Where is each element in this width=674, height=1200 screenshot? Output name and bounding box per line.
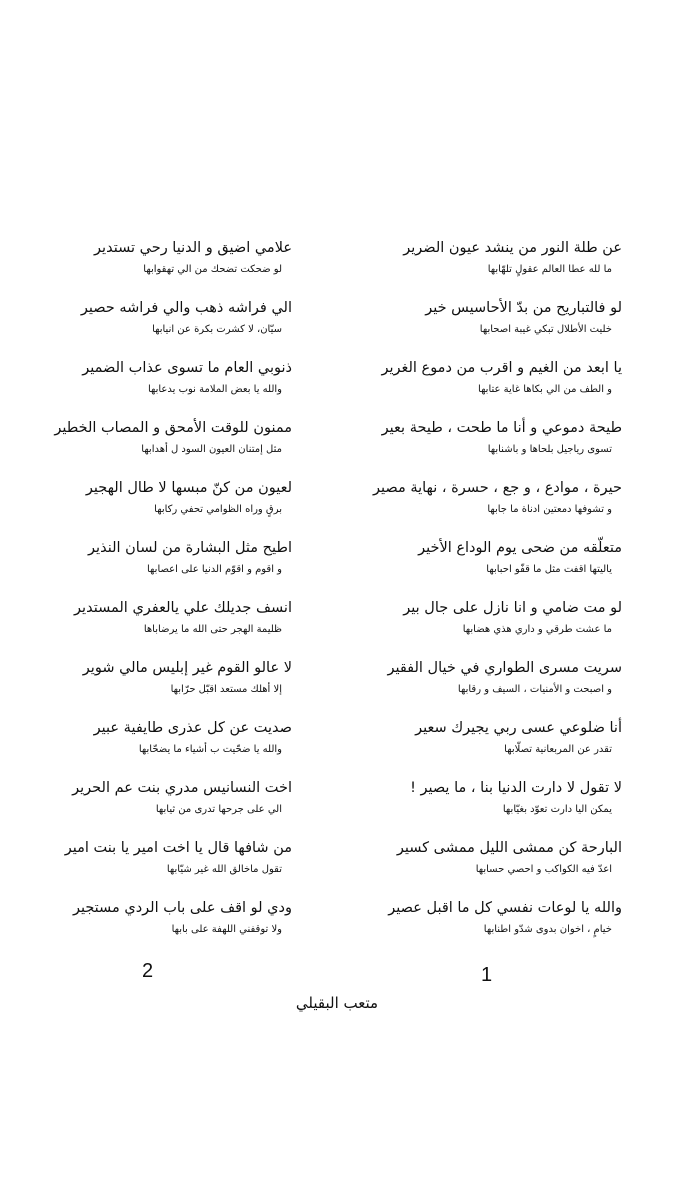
- verse-line: والله يا لوعات نفسي كل ما اقبل عصير: [388, 900, 622, 916]
- stanza: [30, 598, 292, 646]
- verse-line: و اقوم و اقوّم الدنيا على اعصابها: [147, 564, 282, 575]
- verse-line: لو مت ضامي و انا نازل على جال بير: [403, 600, 622, 616]
- verse-line: لا تقول لا دارت الدنيا بنا ، ما يصير !: [410, 780, 622, 796]
- verse-line: اعدّ فيه الكواكب و احصي حسابها: [475, 864, 612, 875]
- verse-line: يا ابعد من الغيم و اقرب من دموع الغرير: [381, 360, 622, 376]
- verse-line: خليت الأطلال تبكي غيبة اصحابها: [479, 324, 612, 335]
- verse-line: ظليمة الهجر حتى الله ما يرضاباها: [143, 624, 282, 635]
- stanza: [30, 418, 292, 466]
- stanza: [360, 358, 622, 406]
- verse-line: علامي اضيق و الدنيا رحي تستدير: [94, 240, 292, 256]
- verse-line: و تشوفها دمعتين ادناة ما جابها: [487, 504, 612, 515]
- verse-line: ما لله عطا العالم عقولٍ تلهّابها: [487, 264, 612, 275]
- verse-line: تقول ماخالق الله غير شيّابها: [166, 864, 282, 875]
- stanza: [360, 898, 622, 946]
- verse-line: سريت مسرى الطواري في خيال الفقير: [387, 660, 622, 676]
- verse-line: خيامٍ ، اخوان بدوى شدّو اطنابها: [483, 924, 612, 935]
- stanza: [30, 778, 292, 826]
- stanza: [360, 718, 622, 766]
- verse-line: ولا توقفني اللهفة على بابها: [171, 924, 282, 935]
- verse-line: لو ضحكت تضحك من الي تهقوابها: [143, 264, 282, 275]
- stanza: [360, 778, 622, 826]
- verse-line: البارحة كن ممشى الليل ممشى كسير: [396, 840, 622, 856]
- stanza: [30, 658, 292, 706]
- stanza: [360, 418, 622, 466]
- poem-column-2: [30, 238, 292, 958]
- stanza: [30, 898, 292, 946]
- verse-line: إلا أهلك مستعد اقبّل حرّابها: [170, 684, 282, 695]
- verse-line: تسوى رياجيل بلحاها و باشنابها: [487, 444, 612, 455]
- verse-line: ياليتها اقفت مثل ما قفّو احبابها: [486, 564, 612, 575]
- verse-line: ودي لو اقف على باب الردي مستجير: [72, 900, 292, 916]
- verse-line: الي على جرحها تدرى من ثيابها: [155, 804, 282, 815]
- verse-line: اطيح مثل البشارة من لسان النذير: [88, 540, 292, 556]
- verse-line: تقدر عن المربعانية تصلّابها: [504, 744, 612, 755]
- verse-line: مثل إمتنان العيون السود ل أهدابها: [141, 444, 282, 455]
- verse-line: لا عالو القوم غير إبليس مالي شوير: [82, 660, 292, 676]
- poem-column-1: [360, 238, 622, 958]
- verse-line: والله يا بعض الملامة نوب يدعابها: [147, 384, 282, 395]
- verse-line: اخت النسانيس مدري بنت عم الحرير: [72, 780, 292, 796]
- verse-line: و اصبحت و الأمنيات ، السيف و رقابها: [457, 684, 612, 695]
- stanza: [360, 838, 622, 886]
- verse-line: لو فالتباريح من بدّ الأحاسيس خير: [425, 300, 622, 316]
- verse-line: والله يا ضحّيت ب أشياء ما يضحّابها: [138, 744, 282, 755]
- verse-line: سيّان، لا كشرت بكرة عن انيابها: [152, 324, 282, 335]
- verse-line: برقٍ وراه الظوامي تحفي ركابها: [154, 504, 282, 515]
- stanza: [360, 598, 622, 646]
- stanza: [360, 658, 622, 706]
- stanza: [30, 298, 292, 346]
- stanza: [30, 538, 292, 586]
- stanza: [30, 358, 292, 406]
- stanza: [30, 838, 292, 886]
- stanza: [360, 478, 622, 526]
- verse-line: ذنوبي العام ما تسوى عذاب الضمير: [82, 360, 292, 376]
- verse-line: حيرة ، موادع ، و جع ، حسرة ، نهاية مصير: [373, 480, 622, 496]
- verse-line: يمكن اليا دارت تعوّد بغيّابها: [502, 804, 612, 815]
- verse-line: الي فراشه ذهب والي فراشه حصير: [80, 300, 292, 316]
- stanza: [360, 298, 622, 346]
- verse-line: انسف جديلك علي يالعفري المستدير: [74, 600, 292, 616]
- stanza: [360, 538, 622, 586]
- author-name: متعب البقيلي: [295, 994, 379, 1012]
- verse-line: عن طلة النور من ينشد عيون الضرير: [403, 240, 622, 256]
- verse-line: متعلّقه من ضحى يوم الوداع الأخير: [418, 540, 622, 556]
- verse-line: صديت عن كل عذرى طايفية عبير: [93, 720, 292, 736]
- page-number-1: 1: [481, 964, 493, 986]
- page-number-2: 2: [142, 960, 154, 982]
- verse-line: من شافها قال يا اخت امير يا بنت امير: [64, 840, 292, 856]
- stanza: [30, 238, 292, 286]
- verse-line: طيحة دموعي و أنا ما طحت ، طيحة بعير: [381, 420, 622, 436]
- verse-line: لعيون من كنّ مبسها لا طال الهجير: [85, 480, 292, 496]
- stanza: [30, 478, 292, 526]
- verse-line: ما عشت طرقي و داري هذي هضابها: [462, 624, 612, 635]
- stanza: [30, 718, 292, 766]
- stanza: [360, 238, 622, 286]
- verse-line: أنا ضلوعي عسى ربي يجيرك سعير: [415, 720, 622, 736]
- verse-line: و الطف من الي بكاها غاية عتابها: [478, 384, 612, 395]
- verse-line: ممنون للوقت الأمحق و المصاب الخطير: [54, 420, 292, 436]
